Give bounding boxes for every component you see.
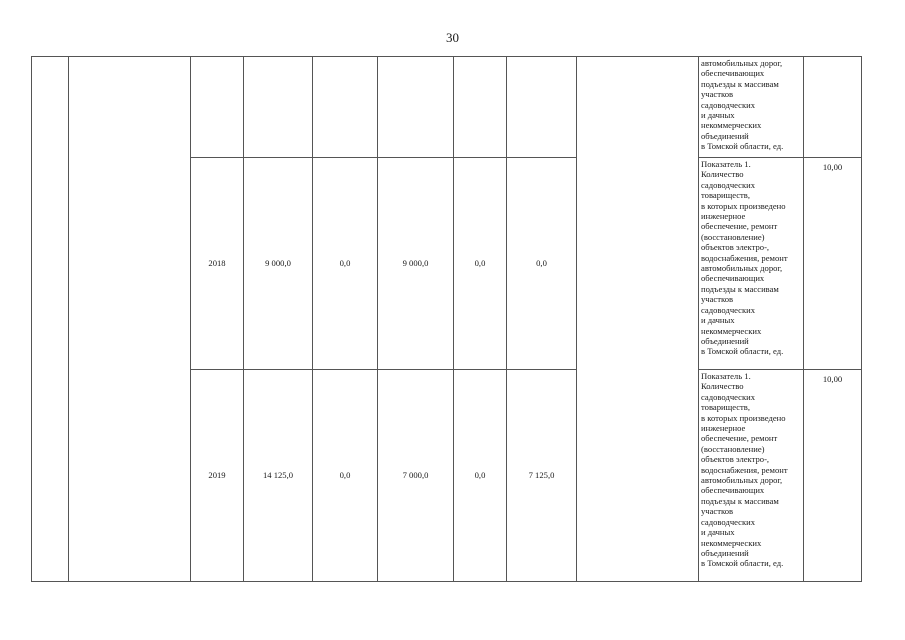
cell-indicator: Показатель 1. Количество садоводческих товариществ, в которых произведено инженерное обеспечение, ремонт (восстановление) объектов электро-, водоснабжения, ремонт автомобильных дорог, обеспечивающих подъезды к массивам участков садоводческих и дачных некоммерческих объединений в Томской области, ед. [699,370,804,582]
cell-executor [577,57,699,582]
cell-year [191,57,244,158]
program-table [31,56,862,582]
table-row-continuation [32,57,862,158]
cell-year: 2018 [191,158,244,370]
cell-indicator: автомобильных дорог, обеспечивающих подъезды к массивам участков садоводческих и дачных некоммерческих объединений в Томской области, ед. [699,57,804,158]
cell-target [804,57,862,158]
cell-federal [313,57,378,158]
cell-target: 10,00 [804,370,862,582]
cell-regional: 9 000,0 [378,158,454,370]
page-number: 30 [446,30,459,45]
cell-local: 0,0 [454,370,507,582]
cell-local: 0,0 [454,158,507,370]
cell-federal: 0,0 [313,158,378,370]
cell-total [244,57,313,158]
cell-other [507,57,577,158]
cell-year: 2019 [191,370,244,582]
cell-other: 7 125,0 [507,370,577,582]
cell-indicator: Показатель 1. Количество садоводческих товариществ, в которых произведено инженерное обеспечение, ремонт (восстановление) объектов электро-, водоснабжения, ремонт автомобильных дорог, обеспечивающих подъезды к массивам участков садоводческих и дачных некоммерческих объединений в Томской области, ед. [699,158,804,370]
cell-number [32,57,69,582]
cell-target: 10,00 [804,158,862,370]
cell-federal: 0,0 [313,370,378,582]
cell-other: 0,0 [507,158,577,370]
cell-name [69,57,191,582]
cell-total: 14 125,0 [244,370,313,582]
cell-total: 9 000,0 [244,158,313,370]
cell-regional [378,57,454,158]
cell-regional: 7 000,0 [378,370,454,582]
cell-local [454,57,507,158]
